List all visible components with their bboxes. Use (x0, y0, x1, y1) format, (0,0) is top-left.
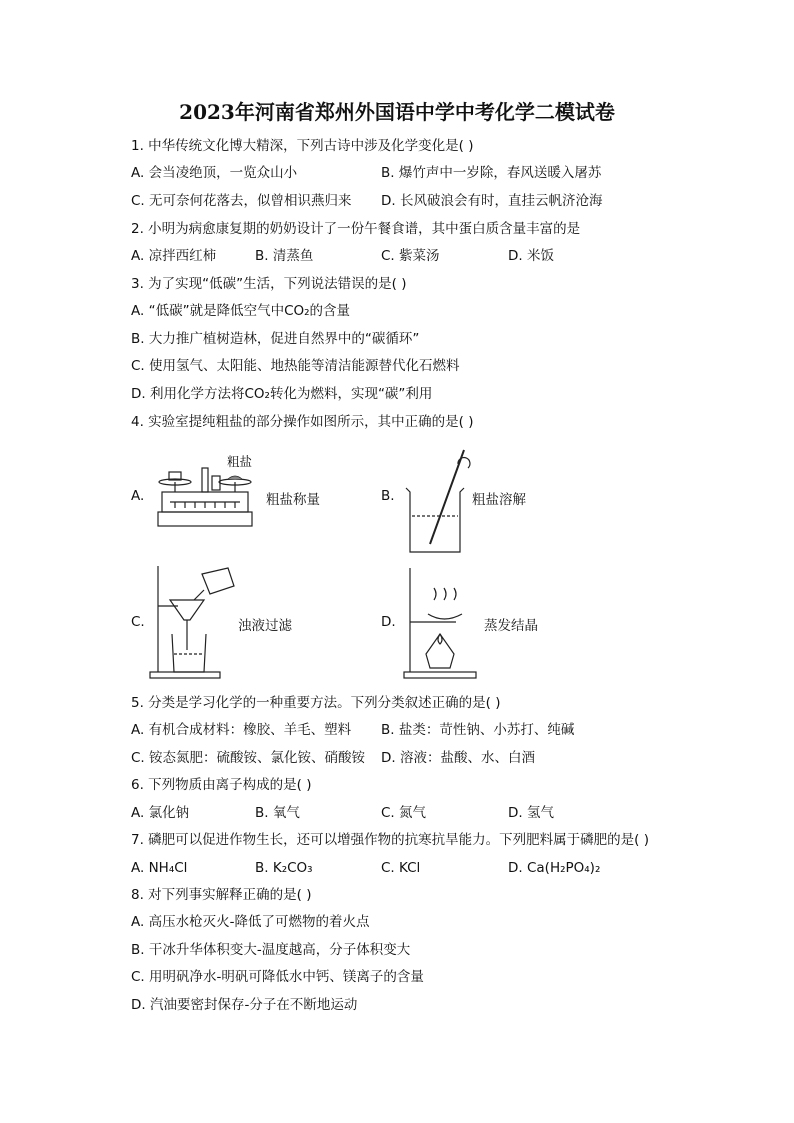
q4-option-d-letter: D. (381, 614, 396, 630)
q4-balance-salt-label: 粗盐 (227, 454, 253, 469)
balance-figure (150, 462, 260, 532)
q7-option-a: A. NH₄Cl (131, 860, 188, 876)
q8-option-c: C. 用明矾净水-明矾可降低水中钙、镁离子的含量 (131, 969, 424, 985)
question-1-stem: 1. 中华传统文化博大精深，下列古诗中涉及化学变化是( ) (131, 138, 474, 154)
q6-option-b: B. 氧气 (255, 805, 300, 821)
question-7-stem: 7. 磷肥可以促进作物生长，还可以增强作物的抗寒抗旱能力。下列肥料属于磷肥的是( ) (131, 832, 649, 848)
filtration-figure (148, 560, 238, 680)
q7-option-c: C. KCl (381, 860, 421, 876)
q4-option-c-caption: 浊液过滤 (238, 618, 292, 634)
q6-option-d: D. 氢气 (508, 805, 554, 821)
q6-option-c: C. 氮气 (381, 805, 427, 821)
q1-option-a: A. 会当凌绝顶，一览众山小 (131, 165, 298, 181)
q3-option-c: C. 使用氢气、太阳能、地热能等清洁能源替代化石燃料 (131, 358, 460, 374)
q2-option-d: D. 米饭 (508, 248, 554, 264)
beaker-figure (400, 446, 472, 556)
question-6-stem: 6. 下列物质由离子构成的是( ) (131, 777, 312, 793)
q3-option-b: B. 大力推广植树造林，促进自然界中的“碳循环” (131, 331, 420, 347)
question-2-stem: 2. 小明为病愈康复期的奶奶设计了一份午餐食谱，其中蛋白质含量丰富的是 (131, 221, 581, 237)
q2-option-c: C. 紫菜汤 (381, 248, 440, 264)
q4-option-d-caption: 蒸发结晶 (484, 618, 538, 634)
question-5-stem: 5. 分类是学习化学的一种重要方法。下列分类叙述正确的是( ) (131, 695, 501, 711)
q4-option-b-letter: B. (381, 488, 395, 504)
q2-option-a: A. 凉拌西红柿 (131, 248, 217, 264)
q6-option-a: A. 氯化钠 (131, 805, 190, 821)
q5-option-c: C. 铵态氮肥：硫酸铵、氯化铵、硝酸铵 (131, 750, 366, 766)
evaporation-figure (400, 564, 480, 680)
q8-option-b: B. 干冰升华体积变大-温度越高，分子体积变大 (131, 942, 411, 958)
question-4-stem: 4. 实验室提纯粗盐的部分操作如图所示，其中正确的是( ) (131, 414, 474, 430)
q3-option-a: A. “低碳”就是降低空气中CO₂的含量 (131, 303, 351, 319)
q5-option-a: A. 有机合成材料：橡胶、羊毛、塑料 (131, 722, 352, 738)
q4-option-c-letter: C. (131, 614, 145, 630)
page-title: 2023年河南省郑州外国语中学中考化学二模试卷 (179, 100, 615, 124)
q3-option-d: D. 利用化学方法将CO₂转化为燃料，实现“碳”利用 (131, 386, 433, 402)
q1-option-b: B. 爆竹声中一岁除，春风送暖入屠苏 (381, 165, 602, 181)
q4-option-a-letter: A. (131, 488, 145, 504)
q8-option-d: D. 汽油要密封保存-分子在不断地运动 (131, 997, 358, 1013)
q7-option-d: D. Ca(H₂PO₄)₂ (508, 860, 601, 876)
question-8-stem: 8. 对下列事实解释正确的是( ) (131, 887, 312, 903)
q5-option-d: D. 溶液：盐酸、水、白酒 (381, 750, 535, 766)
q5-option-b: B. 盐类：苛性钠、小苏打、纯碱 (381, 722, 575, 738)
q4-option-a-caption: 粗盐称量 (266, 492, 320, 508)
q7-option-b: B. K₂CO₃ (255, 860, 313, 876)
q2-option-b: B. 清蒸鱼 (255, 248, 314, 264)
q1-option-d: D. 长风破浪会有时，直挂云帆济沧海 (381, 193, 603, 209)
q4-option-b-caption: 粗盐溶解 (472, 492, 526, 508)
q8-option-a: A. 高压水枪灭火-降低了可燃物的着火点 (131, 914, 370, 930)
question-3-stem: 3. 为了实现“低碳”生活，下列说法错误的是( ) (131, 276, 407, 292)
q1-option-c: C. 无可奈何花落去，似曾相识燕归来 (131, 193, 352, 209)
